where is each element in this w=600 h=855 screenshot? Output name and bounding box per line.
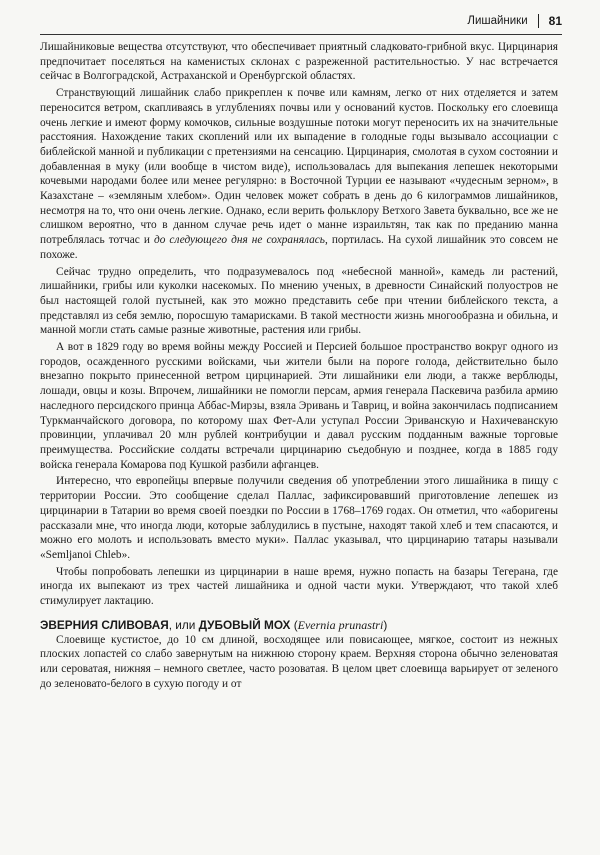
text-run: , портилась. На сухой лишайник это совсем не похоже. (40, 234, 558, 261)
paragraph: Слоевище кустистое, до 10 см длиной, восходящее или повисающее, мягкое, состоит из нежных плоских лопастей со слабо завернутым на нижнюю сторону краем. Верхняя сторона обычно зеленоватая или сероватая, нижняя – немного светлее, часто розоватая. В целом цвет слоевища варьирует от зеленого до зеленовато-белого в сухую погоду и от (40, 633, 558, 690)
paragraph (40, 86, 558, 262)
running-head (40, 10, 562, 32)
emphasis: до следующего дня не сохранялась (153, 234, 325, 247)
section-heading (40, 618, 558, 633)
body-text (40, 40, 558, 692)
running-title: Лишайники (467, 15, 528, 27)
species-name: ЭВЕРНИЯ СЛИВОВАЯ (40, 617, 169, 632)
paragraph: Чтобы попробовать лепешки из цирцинарии в наше время, нужно попасть на базары Тегерана, где иногда их выпекают из трех частей лишайника и одной части муки. Утверждают, что такой хлеб стимулирует лактацию. (40, 565, 558, 608)
latin-open: ( (290, 617, 298, 632)
paragraph: Интересно, что европейцы впервые получили сведения об употреблении этого лишайника в пищу с территории России. Это сообщение сделал Паллас, зафиксировавший приготовление лепешек из цирцинарии в Татарии во время своей поездки по России в 1768–1769 годах. Он отметил, что «аборигены рассказали мне, что иногда люди, которые заблудились в пустыне, находят такой хлеб и тем спасаются, и можно его молоть и использовать вместо муки». Паллас указывал, что цирцинарию татары называли «Semljanoi Chleb». (40, 475, 558, 561)
latin-name: Evernia prunastri (297, 617, 384, 632)
latin-close: ) (383, 617, 388, 632)
header-rule (40, 34, 562, 35)
paragraph: Сейчас трудно определить, что подразумевалось под «небесной манной», камедь ли растений, лишайники, грибы или куколки насекомых. По мнению ученых, в древности Синайский полуостров не был настоящей голой пустыней, как это можно представить себе при чтении библейского текста, а представлял из себя землю, поросшую тамарисками. В такой местности жизнь многообразна и обильна, и манной могли стать самые разные животные, растения или грибы. (40, 265, 558, 337)
paragraph: А вот в 1829 году во время войны между Россией и Персией большое пространство вокруг одного из городов, осажденного русскими войсками, чьи жители были на пороге голода, действительно было внезапно покрыто принесенной ветром цирцинарией. Эти лишайники ели люди, а также верблюды, лошади, овцы и козы. Впрочем, лишайники не помогли персам, армия генерала Паскевича разбила армию наследного персидского принца Аббас-Мирзы, взяла Эривань и Тавриц, и война закончилась подписанием Туркманчайского договора, по которому шах Фет-Али уступал России Эриванскую и Нахичеванскую провинции, уплачивал 20 млн рублей контрибуции и давал русским подданным важные торговые преимущества. Российские солдаты встречали цирцинарию съедобную и позднее, когда в 1885 году войска генерала Комарова под Кушкой разбили афганцев. (40, 341, 558, 471)
page-number: 81 (548, 14, 562, 28)
header-separator (538, 14, 539, 28)
paragraph: Лишайниковые вещества отсутствуют, что обеспечивает приятный сладковато-грибной вкус. Цирцинария предпочитает поселяться на каменистых склонах с разреженной растительностью. У нас встречается сейчас в Волгоградской, Астраханской и Оренбургской областях. (40, 41, 558, 83)
heading-connector: , или (168, 617, 199, 632)
species-alt-name: ДУБОВЫЙ МОХ (198, 617, 291, 632)
text-run: Странствующий лишайник слабо прикреплен к почве или камням, легко от них отделяется и затем переносится ветром, скапливаясь в углублениях почвы или у оснований кустов. Поскольку его слоевища очень легкие и имеют форму комочков, сильные воздушные потоки могут переносить их на значительные расстояния. Нахождение таких скоплений или их выпадение в голодные годы вызывало ассоциации с библейской манной и публикации с претензиями на сенсацию. Цирцинария, смолотая в сухом состоянии и добавленная в муку (или вообще в чистом виде), использовалась для выпекания лепешек некоторыми кочевыми народами более или менее регулярно: в Восточной Турции ее называют «чудесным зерном», в Казахстане – «земляным хлебом». Один человек может собрать в день до 6 килограммов лишайников, несмотря на то, что они очень легкие. Однако, если верить фольклору Ветхого Завета буквально, все же не слишком вероятно, что в данном случае речь идет о манне израильтян, так как по преданию манна потреблялась тотчас и (40, 87, 558, 247)
